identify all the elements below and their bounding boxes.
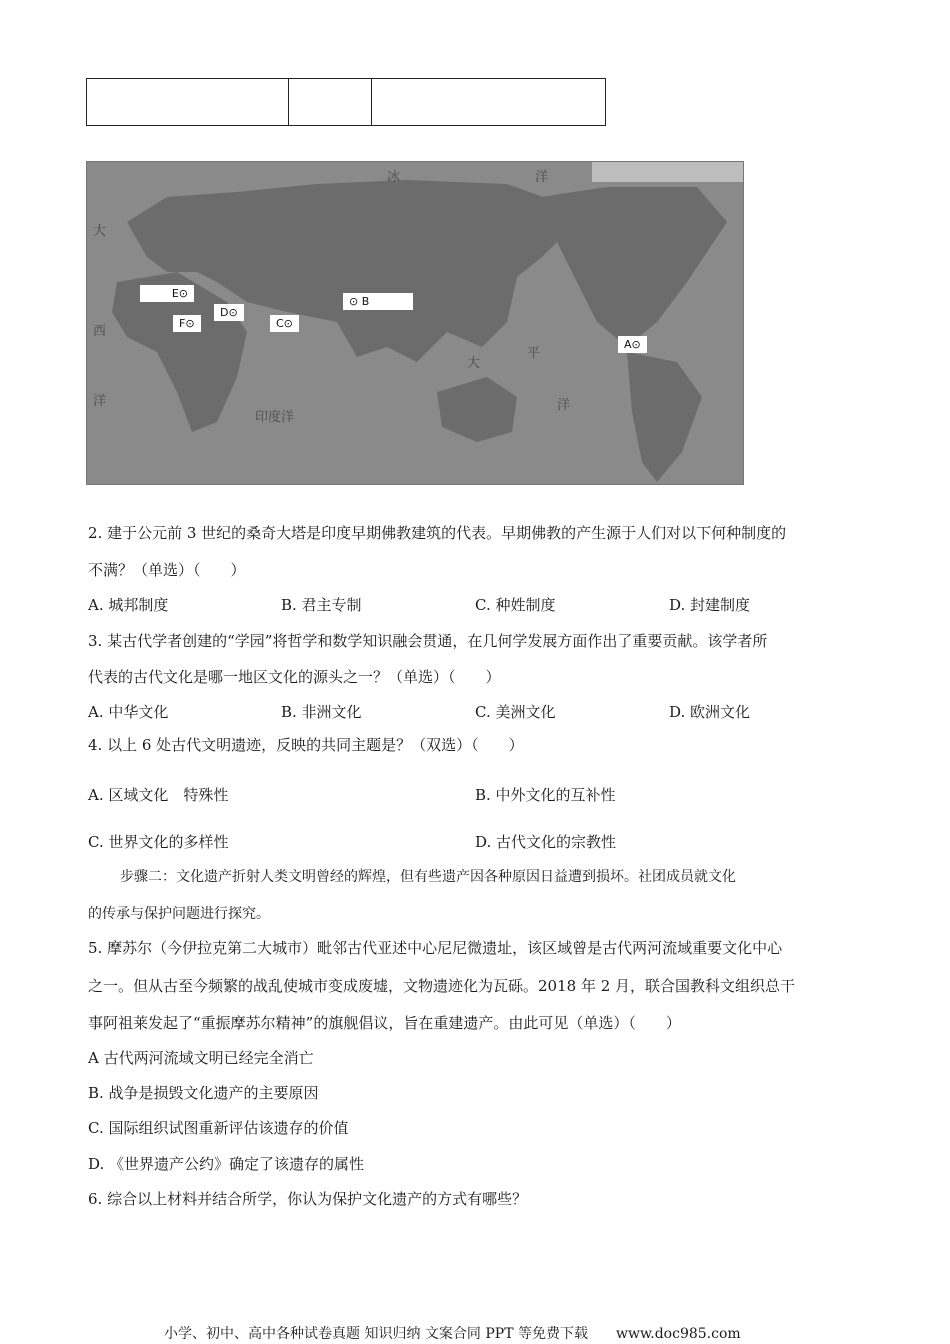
ocean-label: 印度洋 xyxy=(255,410,295,425)
ocean-label: 西 xyxy=(93,324,107,339)
page-footer: 小学、初中、高中各种试卷真题 知识归纳 文案合同 PPT 等免费下载 www.doc985.com xyxy=(164,1326,741,1342)
q2-option-d[interactable]: D. 封建制度 xyxy=(669,596,751,614)
q4-option-d[interactable]: D. 古代文化的宗教性 xyxy=(475,833,617,851)
site-label-a: A⊙ xyxy=(618,336,647,353)
q5-option-d[interactable]: D. 《世界遗产公约》确定了该遗存的属性 xyxy=(88,1155,365,1173)
site-label-d: D⊙ xyxy=(214,304,244,321)
question-3-stem: 3. 某古代学者创建的“学园”将哲学和数学知识融会贯通，在几何学发展方面作出了重要贡献。该学者所 xyxy=(88,632,768,650)
ocean-label: 平 xyxy=(527,346,541,361)
blank-answer-table xyxy=(86,78,606,126)
question-6-stem: 6. 综合以上材料并结合所学，你认为保护文化遗产的方式有哪些？ xyxy=(88,1190,528,1208)
q2-option-c[interactable]: C. 种姓制度 xyxy=(475,596,556,614)
site-label-f: F⊙ xyxy=(173,315,201,332)
ocean-label: 冰 xyxy=(387,170,401,185)
world-map xyxy=(86,161,744,485)
question-4-stem: 4. 以上 6 处古代文明遗迹，反映的共同主题是？（双选）（ ） xyxy=(88,736,524,754)
q5-option-a[interactable]: A 古代两河流域文明已经完全消亡 xyxy=(88,1049,314,1067)
step-two-intro: 步骤二：文化遗产折射人类文明曾经的辉煌，但有些遗产因各种原因日益遭到损坏。社团成员就文化 xyxy=(120,869,736,885)
question-5-stem-cont: 之一。但从古至今频繁的战乱使城市变成废墟，文物遗迹化为瓦砾。2018 年 2 月，联合国教科文组织总干 xyxy=(88,977,796,995)
question-2-stem: 2. 建于公元前 3 世纪的桑奇大塔是印度早期佛教建筑的代表。早期佛教的产生源于人们对以下何种制度的 xyxy=(88,524,787,542)
question-3-stem-cont: 代表的古代文化是哪一地区文化的源头之一？（单选）（ ） xyxy=(88,668,501,686)
table-divider xyxy=(288,79,289,125)
q2-option-a[interactable]: A. 城邦制度 xyxy=(88,596,169,614)
site-label-c: C⊙ xyxy=(270,315,299,332)
question-2-stem-cont: 不满？（单选）（ ） xyxy=(88,561,246,579)
q3-option-a[interactable]: A. 中华文化 xyxy=(88,703,169,721)
q5-option-b[interactable]: B. 战争是损毁文化遗产的主要原因 xyxy=(88,1084,319,1102)
step-two-intro-cont: 的传承与保护问题进行探究。 xyxy=(88,906,270,922)
q2-option-b[interactable]: B. 君主专制 xyxy=(281,596,362,614)
ocean-label: 大 xyxy=(93,224,107,239)
q4-option-c[interactable]: C. 世界文化的多样性 xyxy=(88,833,229,851)
q5-option-c[interactable]: C. 国际组织试图重新评估该遗存的价值 xyxy=(88,1119,349,1137)
q3-option-b[interactable]: B. 非洲文化 xyxy=(281,703,362,721)
q4-option-b[interactable]: B. 中外文化的互补性 xyxy=(475,786,616,804)
site-label-e: E⊙ xyxy=(140,285,194,302)
ocean-label: 洋 xyxy=(557,398,571,413)
q3-option-c[interactable]: C. 美洲文化 xyxy=(475,703,556,721)
question-5-stem-cont2: 事阿祖莱发起了“重振摩苏尔精神”的旗舰倡议，旨在重建遗产。由此可见（单选）（ ） xyxy=(88,1014,681,1032)
q4-option-a[interactable]: A. 区域文化 特殊性 xyxy=(88,786,229,804)
ocean-label: 洋 xyxy=(535,170,549,185)
ocean-label: 大 xyxy=(467,356,481,371)
question-5-stem: 5. 摩苏尔（今伊拉克第二大城市）毗邻古代亚述中心尼尼微遗址，该区域曾是古代两河流域重要文化中心 xyxy=(88,939,783,957)
q3-option-d[interactable]: D. 欧洲文化 xyxy=(669,703,751,721)
ocean-label: 洋 xyxy=(93,394,107,409)
site-label-b: ⊙ B xyxy=(343,293,413,310)
table-divider xyxy=(371,79,372,125)
